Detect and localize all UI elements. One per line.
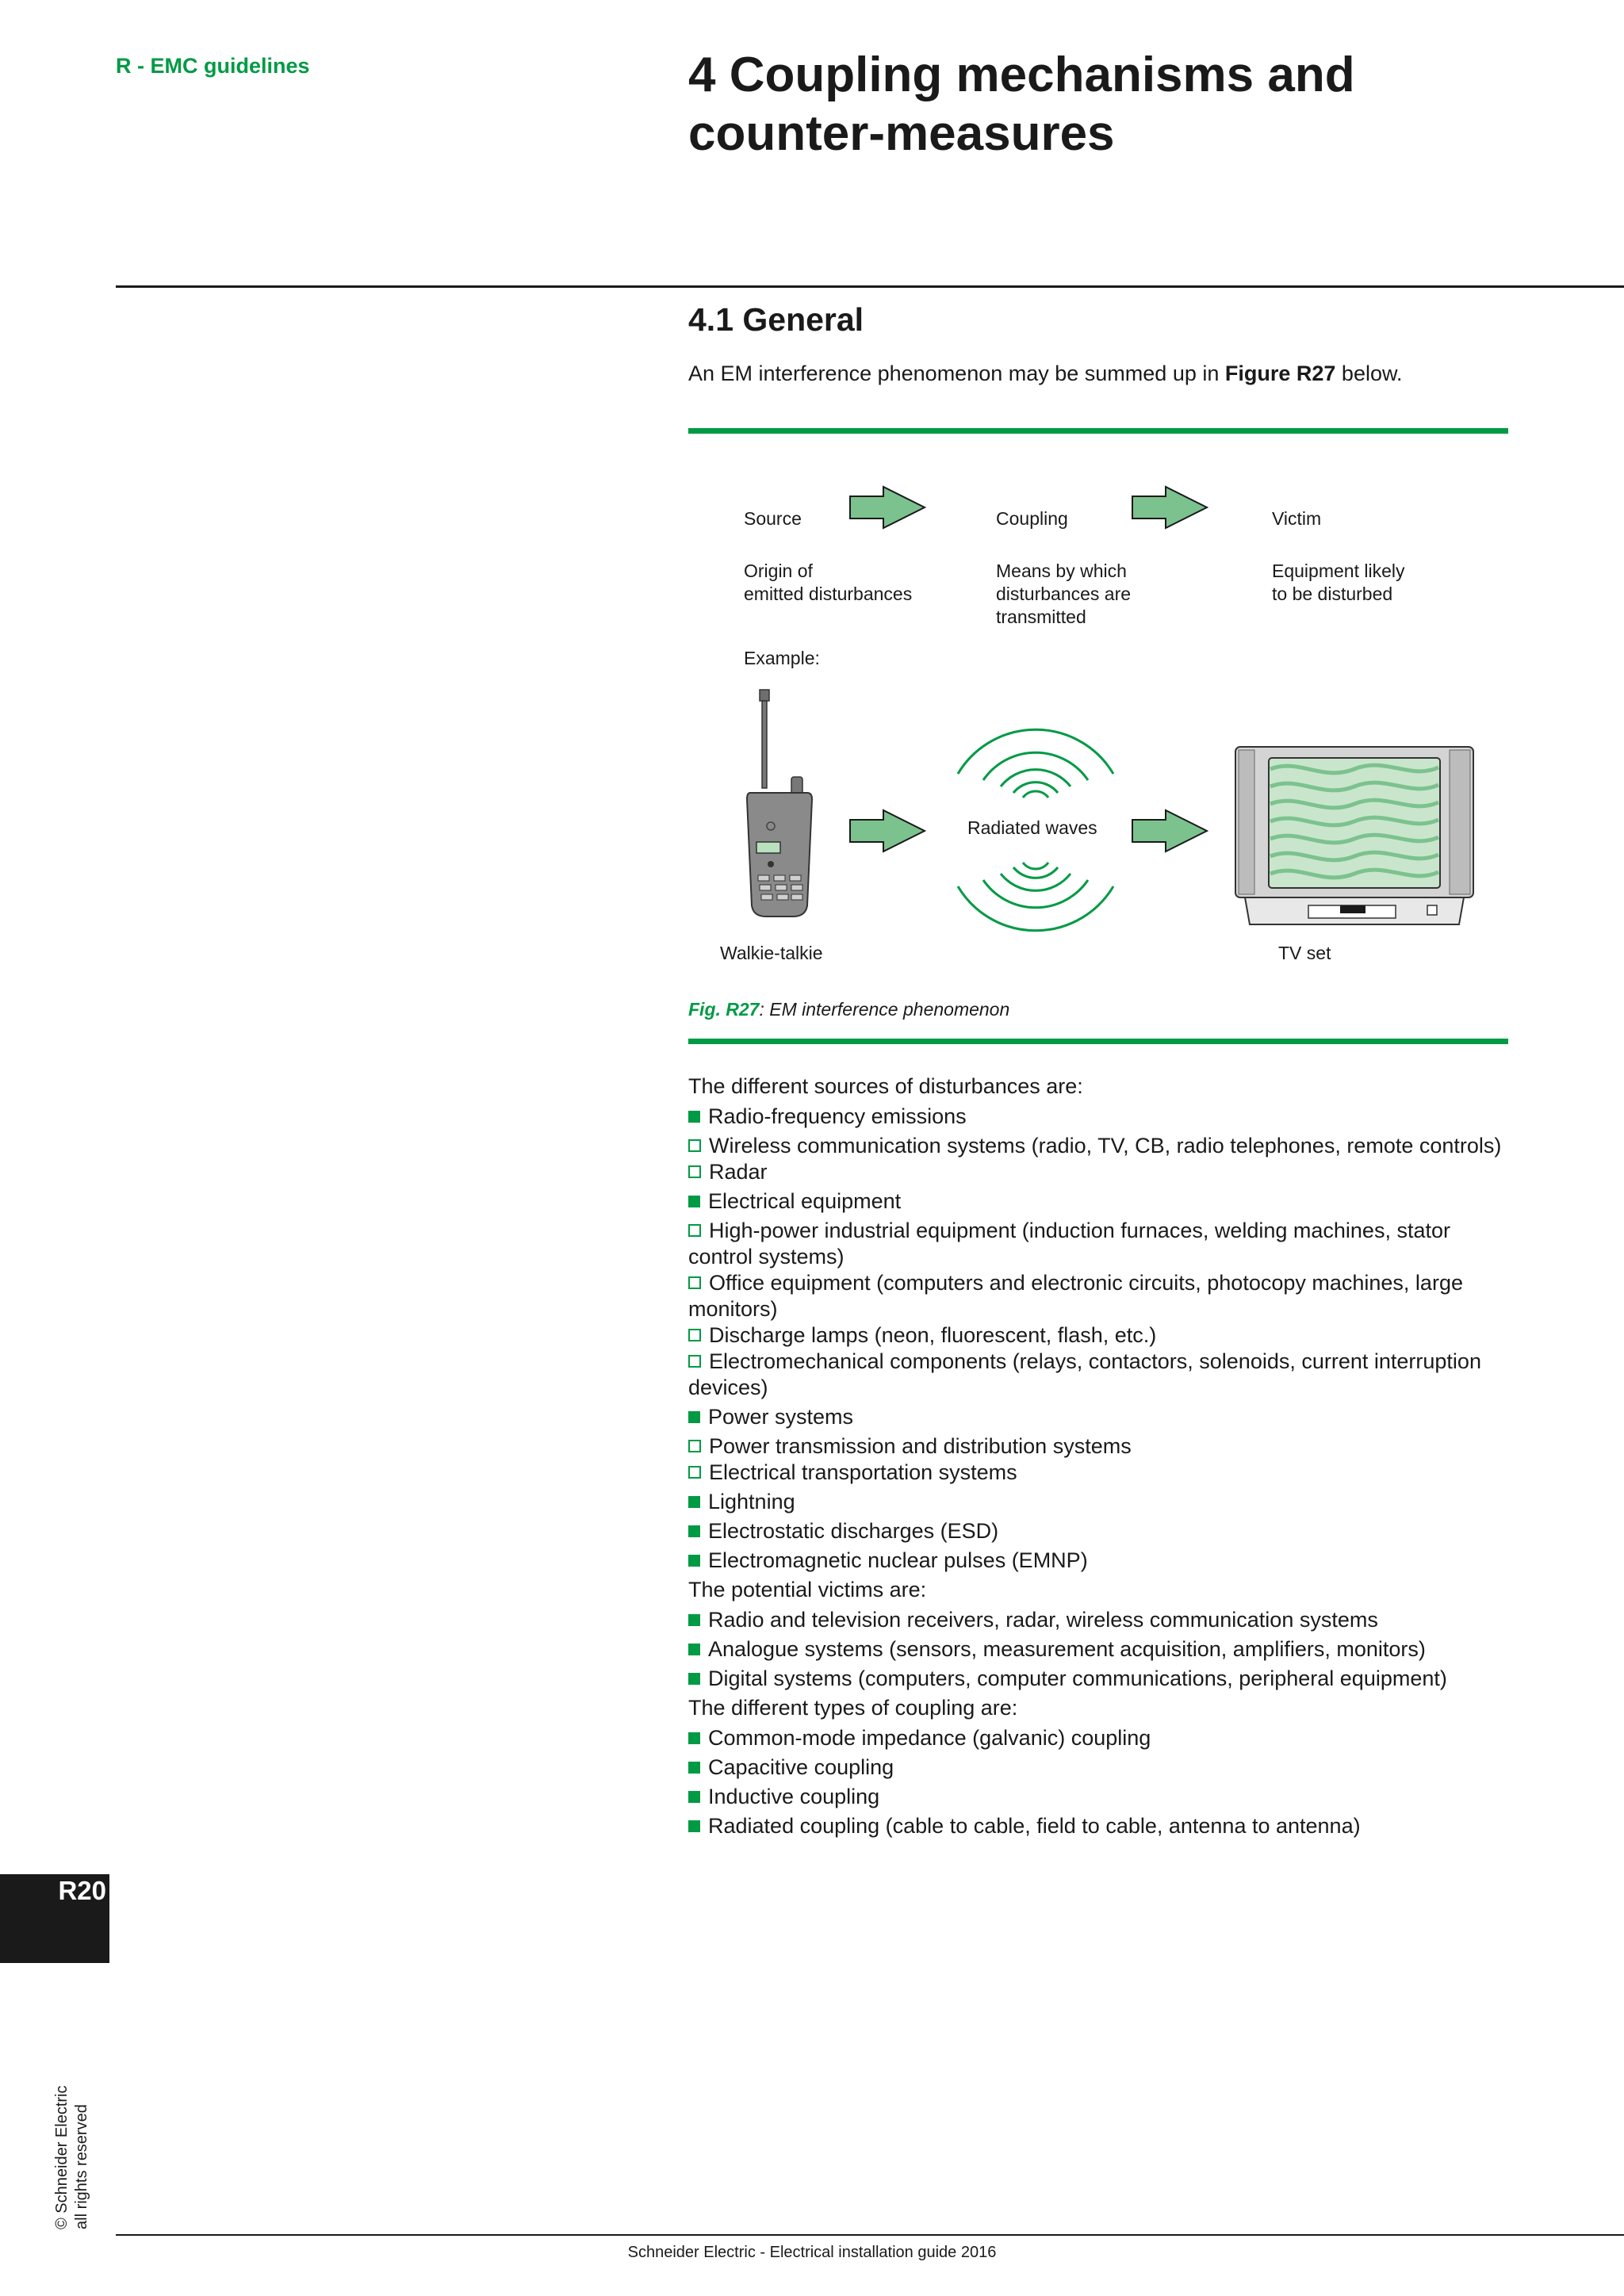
list-item xyxy=(688,1725,1513,1751)
list-item-text: Analogue systems (sensors, measurement acquisition, amplifiers, monitors) xyxy=(708,1637,1426,1661)
list-item xyxy=(688,1813,1513,1839)
footer-text: Schneider Electric - Electrical installation guide 2016 xyxy=(627,2244,997,2261)
list-item xyxy=(688,1489,1513,1515)
list-item-text: Digital systems (computers, computer communications, peripheral equipment) xyxy=(708,1667,1447,1690)
radiated-waves-icon xyxy=(958,729,1113,931)
list-item xyxy=(688,1666,1513,1692)
list-item xyxy=(688,1404,1513,1430)
intro-text-after: below. xyxy=(1335,362,1403,385)
list-item-text: Power transmission and distribution systems xyxy=(709,1434,1132,1458)
section-intro xyxy=(688,362,1402,386)
sub-list-item xyxy=(688,1322,1513,1349)
list-item-text: Office equipment (computers and electronic circuits, photocopy machines, large monitors) xyxy=(688,1271,1463,1321)
square-bullet-icon xyxy=(688,1555,700,1567)
sub-list-item xyxy=(688,1460,1513,1486)
hollow-square-bullet-icon xyxy=(688,1276,701,1289)
hollow-square-bullet-icon xyxy=(688,1355,701,1368)
content-body xyxy=(688,1072,1513,1843)
figure-bottom-rule xyxy=(688,1039,1508,1044)
list-item xyxy=(688,1518,1513,1544)
footer-rule xyxy=(116,2234,1624,2236)
list-item-text: High-power industrial equipment (induction furnaces, welding machines, stator control systems) xyxy=(688,1219,1450,1269)
sources-list xyxy=(688,1104,1513,1574)
list-item xyxy=(688,1607,1513,1633)
square-bullet-icon xyxy=(688,1525,700,1537)
victims-lead: The potential victims are: xyxy=(688,1578,927,1601)
square-bullet-icon xyxy=(688,1791,700,1803)
section-label: R - EMC guidelines xyxy=(116,54,310,78)
list-item xyxy=(688,1636,1513,1663)
victim-label: Victim xyxy=(1272,508,1322,529)
figure-caption xyxy=(688,999,1009,1020)
list-item-text: Lightning xyxy=(708,1490,795,1513)
sub-list-item xyxy=(688,1349,1513,1401)
square-bullet-icon xyxy=(688,1111,700,1123)
list-item-text: Radio-frequency emissions xyxy=(708,1104,967,1128)
list-item-text: Electromechanical components (relays, contactors, solenoids, current interruption devices) xyxy=(688,1349,1481,1399)
square-bullet-icon xyxy=(688,1196,700,1207)
copyright-line: all rights reserved xyxy=(73,2104,90,2229)
list-item-text: Radio and television receivers, radar, wireless communication systems xyxy=(708,1608,1378,1632)
page-number: R20 xyxy=(58,1876,106,1905)
figure-number: Fig. R27 xyxy=(688,999,760,1020)
arrow-icon xyxy=(1132,487,1207,528)
example-label: Example: xyxy=(744,648,820,668)
hollow-square-bullet-icon xyxy=(688,1224,701,1237)
intro-text-before: An EM interference phenomenon may be summed up in xyxy=(688,362,1225,385)
square-bullet-icon xyxy=(688,1644,700,1655)
list-item-text: Capacitive coupling xyxy=(708,1755,894,1779)
section-title: 4.1 General xyxy=(688,301,864,338)
list-item-text: Electrical transportation systems xyxy=(709,1460,1017,1484)
square-bullet-icon xyxy=(688,1614,700,1626)
list-item-text: Electrical equipment xyxy=(708,1189,902,1213)
sub-list-item xyxy=(688,1270,1513,1322)
square-bullet-icon xyxy=(688,1673,700,1685)
list-item xyxy=(688,1104,1513,1130)
list-item-text: Electromagnetic nuclear pulses (EMNP) xyxy=(708,1548,1088,1572)
list-item xyxy=(688,1548,1513,1574)
arrow-icon xyxy=(850,487,925,528)
chapter-title: 4 Coupling mechanisms and counter-measures xyxy=(688,48,1355,161)
list-item xyxy=(688,1755,1513,1781)
tv-set-label: TV set xyxy=(1278,943,1331,963)
sub-list-item xyxy=(688,1159,1513,1185)
figure-top-rule xyxy=(688,428,1508,434)
source-desc-line: Origin of xyxy=(744,561,813,581)
copyright-notice xyxy=(52,2086,92,2229)
tv-set-icon xyxy=(1235,747,1473,924)
list-item-text: Discharge lamps (neon, fluorescent, flash, etc.) xyxy=(709,1323,1157,1347)
source-label: Source xyxy=(744,508,802,529)
hollow-square-bullet-icon xyxy=(688,1466,701,1479)
list-item xyxy=(688,1188,1513,1215)
hollow-square-bullet-icon xyxy=(688,1440,701,1452)
coupling-label: Coupling xyxy=(996,508,1068,529)
radiated-waves-label: Radiated waves xyxy=(967,817,1097,838)
list-item-text: Common-mode impedance (galvanic) coupling xyxy=(708,1726,1151,1750)
coupling-desc-line: transmitted xyxy=(996,607,1086,627)
list-item-text: Radar xyxy=(709,1160,768,1184)
list-item-text: Radiated coupling (cable to cable, field to cable, antenna to antenna) xyxy=(708,1814,1361,1838)
victim-desc-line: Equipment likely xyxy=(1272,561,1405,581)
hollow-square-bullet-icon xyxy=(688,1139,701,1152)
list-item-text: Electrostatic discharges (ESD) xyxy=(708,1519,999,1543)
coupling-list xyxy=(688,1725,1513,1839)
victim-desc-line: to be disturbed xyxy=(1272,584,1393,604)
list-item-text: Wireless communication systems (radio, TV, CB, radio telephones, remote controls) xyxy=(709,1134,1502,1158)
hollow-square-bullet-icon xyxy=(688,1329,701,1341)
source-desc-line: emitted disturbances xyxy=(744,584,913,604)
walkie-talkie-icon xyxy=(747,690,812,916)
victims-list xyxy=(688,1607,1513,1692)
header-rule xyxy=(116,285,1624,288)
arrow-icon xyxy=(850,810,925,851)
sub-list-item xyxy=(688,1133,1513,1159)
sub-list-item xyxy=(688,1218,1513,1270)
copyright-line: © Schneider Electric xyxy=(53,2085,71,2229)
figure-graphics xyxy=(688,444,1508,951)
walkie-talkie-label: Walkie-talkie xyxy=(720,943,823,963)
arrow-icon xyxy=(1132,810,1207,851)
coupling-desc-line: Means by which xyxy=(996,561,1127,581)
square-bullet-icon xyxy=(688,1496,700,1508)
figure-caption-text: : EM interference phenomenon xyxy=(759,999,1010,1020)
figure-reference: Figure R27 xyxy=(1224,362,1336,385)
hollow-square-bullet-icon xyxy=(688,1165,701,1178)
sources-lead: The different sources of disturbances are: xyxy=(688,1074,1083,1098)
list-item-text: Power systems xyxy=(708,1405,854,1429)
square-bullet-icon xyxy=(688,1732,700,1744)
sub-list-item xyxy=(688,1433,1513,1460)
square-bullet-icon xyxy=(688,1762,700,1774)
coupling-desc-line: disturbances are xyxy=(996,584,1132,604)
list-item xyxy=(688,1784,1513,1810)
square-bullet-icon xyxy=(688,1411,700,1423)
coupling-lead: The different types of coupling are: xyxy=(688,1696,1018,1720)
square-bullet-icon xyxy=(688,1820,700,1832)
list-item-text: Inductive coupling xyxy=(708,1785,880,1808)
